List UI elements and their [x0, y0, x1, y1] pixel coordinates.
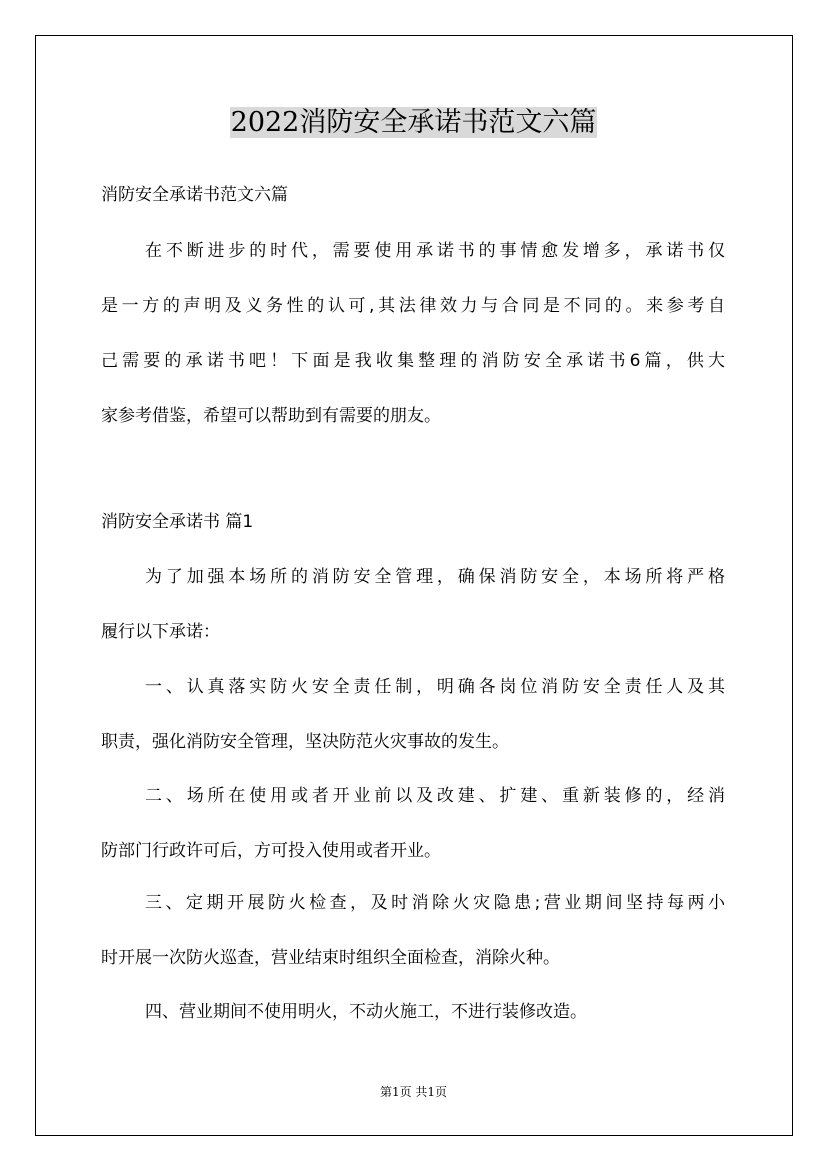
section-heading: 消防安全承诺书 篇1 — [101, 512, 254, 532]
body-line: 履行以下承诺： — [101, 622, 220, 642]
body-line: 三、定期开展防火检查，及时消除火灾隐患;营业期间坚持每两小 — [145, 893, 725, 913]
body-line: 时开展一次防火巡查，营业结束时组织全面检查，消除火种。 — [101, 948, 560, 968]
intro-line: 在不断进步的时代，需要使用承诺书的事情愈发增多，承诺书仅 — [145, 241, 725, 261]
body-line: 防部门行政许可后，方可投入使用或者开业。 — [101, 841, 441, 861]
body-line: 职责，强化消防安全管理，坚决防范火灾事故的发生。 — [101, 732, 509, 752]
body-line: 二、场所在使用或者开业前以及改建、扩建、重新装修的，经消 — [145, 786, 725, 806]
body-line: 为了加强本场所的消防安全管理，确保消防安全，本场所将严格 — [145, 567, 725, 587]
body-line: 一、认真落实防火安全责任制，明确各岗位消防安全责任人及其 — [145, 677, 725, 697]
document-title — [0, 104, 827, 142]
page-footer: 第1页 共1页 — [379, 1085, 448, 1099]
intro-line: 家参考借鉴，希望可以帮助到有需要的朋友。 — [101, 406, 441, 426]
intro-line: 己需要的承诺书吧！下面是我收集整理的消防安全承诺书6篇，供大 — [101, 351, 725, 371]
body-line: 四、营业期间不使用明火，不动火施工，不进行装修改造。 — [145, 1002, 587, 1022]
document-title-text: 2022消防安全承诺书范文六篇 — [230, 107, 597, 138]
intro-line: 是一方的声明及义务性的认可,其法律效力与合同是不同的。来参考自 — [101, 296, 725, 316]
document-subtitle: 消防安全承诺书范文六篇 — [101, 185, 288, 205]
